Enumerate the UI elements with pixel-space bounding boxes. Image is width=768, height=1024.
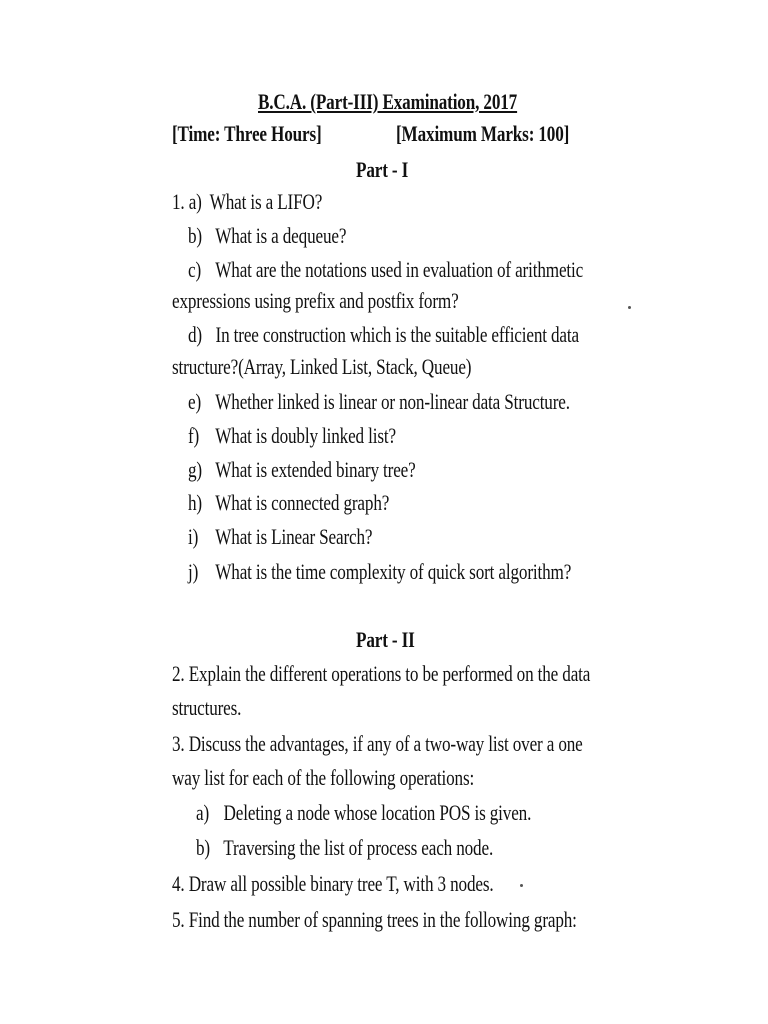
q1c-text: What are the notations used in evaluation of arithmetic [215, 257, 584, 282]
q3a [196, 799, 531, 827]
q3: 3. Discuss the advantages, if any of a two-way list over a one [172, 731, 583, 756]
q1e-text: Whether linked is linear or non-linear data Structure. [215, 389, 570, 414]
part2-heading: Part - II [356, 627, 415, 652]
q3b-label: b) [196, 835, 210, 860]
exam-time: [Time: Three Hours] [172, 121, 322, 146]
q1d [188, 321, 579, 349]
q3a-label: a) [196, 800, 210, 825]
q1f-label: f) [188, 423, 200, 448]
q1g-text: What is extended binary tree? [215, 457, 416, 482]
q1-number: 1. a) [172, 189, 202, 214]
q1i-label: i) [188, 524, 199, 549]
q1d-continuation: structure?(Array, Linked List, Stack, Queue) [172, 354, 472, 379]
part1-heading: Part - I [356, 157, 409, 182]
q1d-text: In tree construction which is the suitable efficient data [215, 322, 579, 347]
q1a-text: What is a LIFO? [209, 189, 323, 214]
q1b [188, 222, 346, 250]
q5: 5. Find the number of spanning trees in the following graph: [172, 907, 577, 932]
q1i-text: What is Linear Search? [215, 524, 373, 549]
q1h-text: What is connected graph? [215, 490, 390, 515]
q4: 4. Draw all possible binary tree T, with 3 nodes. [172, 871, 494, 896]
exam-max-marks: [Maximum Marks: 100] [396, 121, 570, 146]
q1c-label: c) [188, 257, 202, 282]
q1j-label: j) [188, 559, 199, 584]
scan-speck [520, 884, 523, 887]
q3a-text: Deleting a node whose location POS is given. [223, 800, 532, 825]
q2: 2. Explain the different operations to be performed on the data [172, 661, 591, 686]
q1f-text: What is doubly linked list? [215, 423, 396, 448]
q1j-text: What is the time complexity of quick sort algorithm? [215, 559, 572, 584]
q3b [196, 834, 493, 862]
q1b-label: b) [188, 223, 202, 248]
q1e [188, 388, 570, 416]
scan-speck [628, 306, 631, 309]
q1a [172, 188, 322, 216]
exam-title: B.C.A. (Part-III) Examination, 2017 [258, 89, 518, 114]
q3b-text: Traversing the list of process each node. [223, 835, 494, 860]
q1j [188, 558, 571, 586]
q1f [188, 422, 396, 450]
q2-continuation: structures. [172, 695, 242, 720]
q1c [188, 256, 583, 284]
q3-continuation: way list for each of the following operations: [172, 765, 475, 790]
q1h-label: h) [188, 490, 202, 515]
q1i [188, 523, 372, 551]
q1d-label: d) [188, 322, 202, 347]
q1c-continuation: expressions using prefix and postfix form? [172, 288, 459, 313]
q1e-label: e) [188, 389, 202, 414]
q1g [188, 456, 416, 484]
q1b-text: What is a dequeue? [215, 223, 347, 248]
q1g-label: g) [188, 457, 202, 482]
q1h [188, 489, 389, 517]
